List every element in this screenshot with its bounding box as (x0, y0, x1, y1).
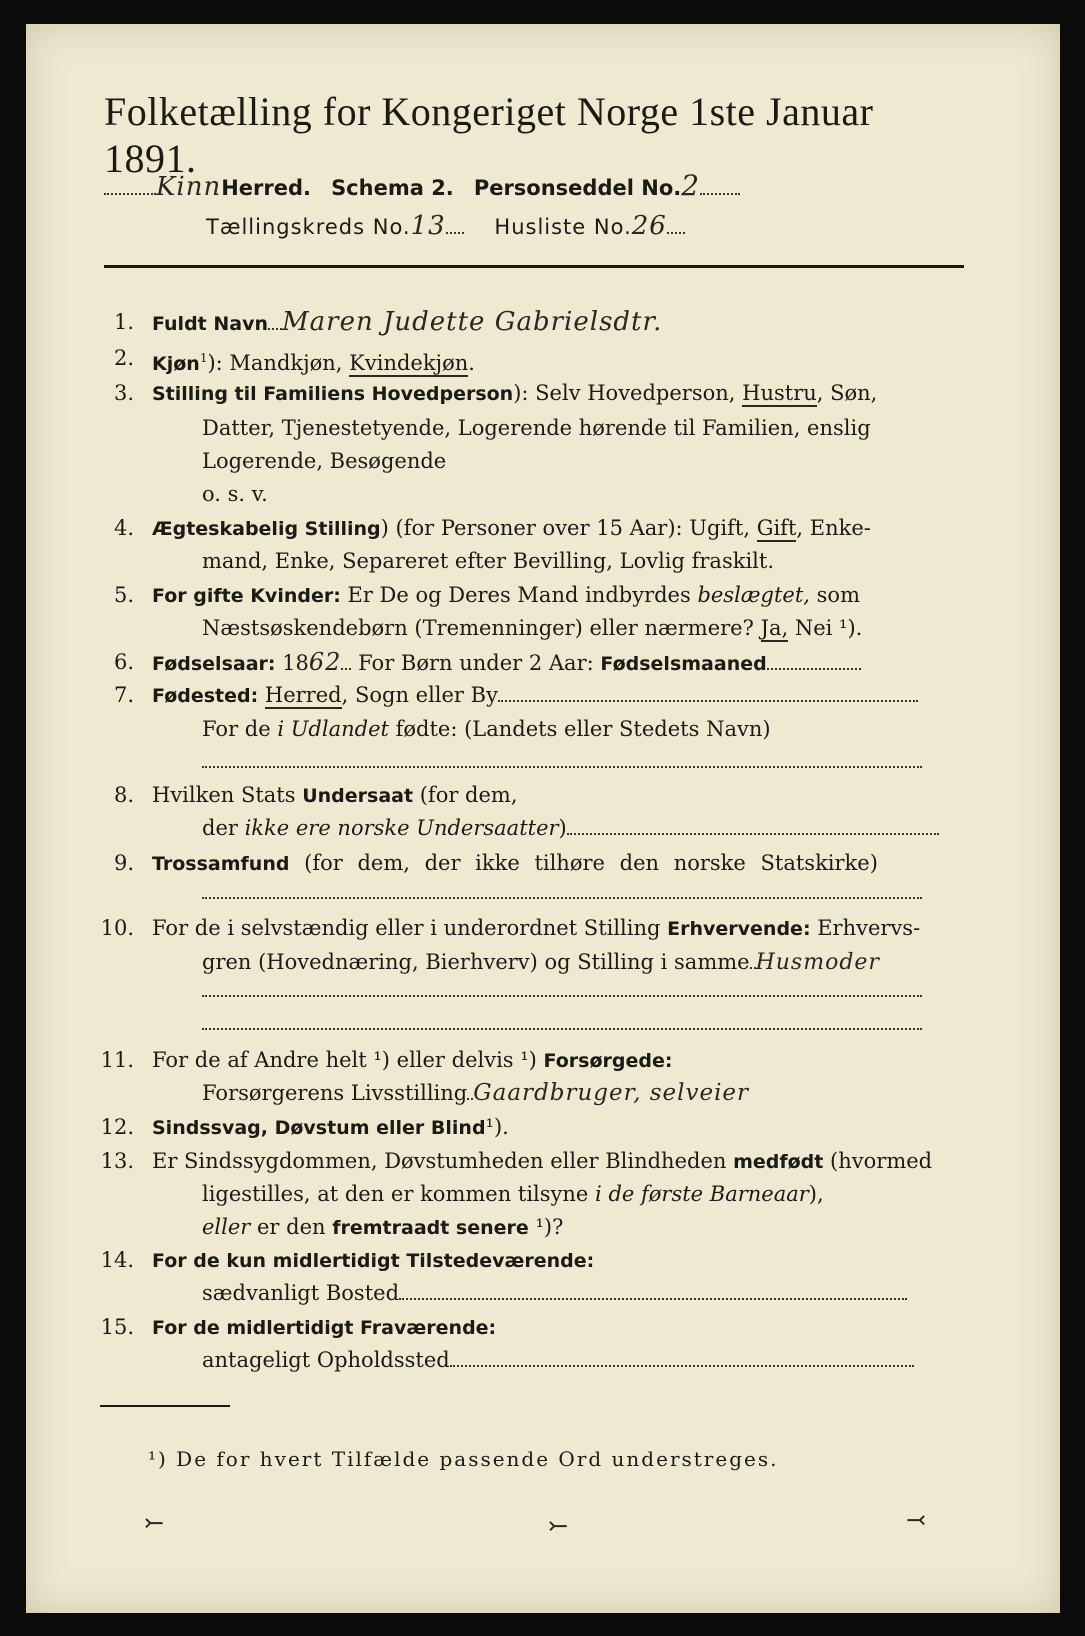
foreign-birth-text: Udlandet (290, 717, 389, 741)
family-position-selected: Hustru (742, 381, 817, 405)
sex-options-text: ): Mandkjøn, (207, 351, 350, 375)
personseddel-label: Personseddel No. (473, 176, 682, 200)
dotted-fill (667, 216, 685, 234)
birth-year-label: Fødselsaar: (152, 653, 276, 675)
dotted-fill (567, 817, 939, 835)
herred-value: Kinn (156, 172, 222, 202)
dotted-fill (446, 216, 464, 234)
sex-label: Kjøn (152, 353, 200, 375)
disability-origin-text: er den (250, 1215, 333, 1239)
provider-occupation-value: Gaardbruger, selveier (473, 1080, 750, 1106)
dotted-fill (700, 177, 740, 195)
birthplace-label: Fødested: (152, 685, 259, 707)
occupation-text: gren (Hovednæring, Bierhverv) og Stilling i samme (202, 950, 750, 974)
item-number: 3. (113, 381, 134, 405)
disability-origin-text: i de første Barneaar (595, 1182, 809, 1206)
footnote-ref: 1 (199, 351, 208, 365)
birthplace-text: , Sogn eller By (341, 683, 498, 707)
congenital-label: medfødt (733, 1151, 824, 1173)
kinship-question-text: Er De og Deres Mand indbyrdes (340, 583, 698, 607)
marital-status-label: Ægteskabelig Stilling (152, 518, 381, 540)
dependents-label: Forsørgede: (543, 1050, 673, 1072)
foreign-birth-text (284, 717, 291, 741)
form-title: Folketælling for Kongeriget Norge 1ste Januar 1891. (104, 89, 874, 181)
usual-residence-text: sædvanligt Bosted (202, 1281, 400, 1305)
family-position-text: Logerende, Besøgende (202, 449, 447, 473)
husliste-label: Husliste No. (494, 215, 632, 239)
dependents-text: For de af Andre helt ¹) eller delvis ¹) (152, 1048, 544, 1072)
later-onset-label: fremtraadt senere (332, 1217, 529, 1239)
occupation-label: Erhvervende: (667, 918, 811, 940)
disability-origin-text: (hvormed (823, 1149, 933, 1173)
disability-origin-text: Er Sindssygdommen, Døvstumheden eller Blindheden (152, 1149, 734, 1173)
provider-occupation-text: Forsørgerens Livsstilling (202, 1081, 468, 1105)
dotted-fill (268, 312, 282, 330)
foreign-birth-text: For de (202, 717, 278, 741)
husliste-value: 26 (631, 211, 667, 241)
dotted-fill (399, 1282, 907, 1300)
family-position-text: Datter, Tjenestetyende, Logerende hørende til Familien, enslig (202, 416, 871, 440)
full-name-label: Fuldt Navn (152, 313, 269, 335)
citizenship-text: (for dem, (413, 783, 518, 807)
citizenship-text: Hvilken Stats (152, 783, 303, 807)
temporary-absent-label: For de midlertidigt Fraværende: (152, 1317, 497, 1339)
dotted-fill (202, 881, 922, 899)
corner-mark-icon: ⤙ (906, 1506, 927, 1534)
family-position-label: Stilling til Familiens Hovedperson (152, 383, 514, 405)
kreds-label: Tællingskreds No. (206, 215, 411, 239)
footnote: ¹) De for hvert Tilfælde passende Ord understreges. (148, 1447, 779, 1471)
dotted-fill (767, 652, 861, 670)
birthplace-selected: Herred (264, 683, 342, 707)
dotted-fill (202, 750, 922, 768)
item-number: 12. (100, 1115, 134, 1139)
marital-status-text: mand, Enke, Separeret efter Bevilling, Lovlig fraskilt. (202, 549, 775, 573)
item-number: 9. (113, 851, 134, 875)
birth-month-text: For Børn under 2 Aar: (351, 651, 601, 675)
kinship-question-text: Nei ¹). (788, 616, 863, 640)
item-number: 5. (113, 583, 134, 607)
foreign-birth-text: i (277, 717, 285, 741)
kinship-question-text: Næstsøskendebørn (Tremenninger) eller nærmere? (202, 616, 761, 640)
center-mark-icon: ⤚ (548, 1512, 569, 1540)
full-name-value: Maren Judette Gabrielsdtr. (282, 307, 663, 337)
personseddel-value: 2 (681, 169, 701, 202)
header-rule (104, 265, 964, 268)
disability-origin-text: ¹)? (528, 1215, 564, 1239)
marital-status-selected: Gift (756, 516, 797, 540)
disability-label: Sindssvag, Døvstum eller Blind (152, 1117, 486, 1139)
religion-label: Trossamfund (152, 853, 290, 875)
item-number: 10. (100, 916, 134, 940)
disability-origin-text: eller (202, 1215, 251, 1239)
census-form-sheet (26, 24, 1060, 1613)
citizenship-text: ikke ere norske Undersaatter (244, 816, 559, 840)
item-number: 7. (113, 683, 134, 707)
item-number: 13. (100, 1149, 134, 1173)
item-number: 8. (113, 783, 134, 807)
disability-origin-text: ligestilles, at den er kommen tilsyne (202, 1182, 596, 1206)
dotted-fill (202, 1012, 922, 1030)
kinship-answer-selected: Ja, (760, 616, 789, 640)
married-women-label: For gifte Kvinder: (152, 585, 341, 607)
dotted-fill (498, 684, 918, 702)
foreign-birth-text: fødte: (Landets eller Stedets Navn) (388, 717, 771, 741)
kreds-value: 13 (410, 211, 446, 241)
disability-origin-text: ), (808, 1182, 824, 1206)
footnote-rule (100, 1405, 230, 1407)
dotted-fill (450, 1349, 914, 1367)
item-number: 6. (113, 650, 134, 674)
probable-residence-text: antageligt Opholdssted (202, 1348, 450, 1372)
citizenship-label: Undersaat (302, 785, 414, 807)
corner-mark-icon: ⤚ (144, 1509, 165, 1537)
sex-selected-option: Kvindekjøn (349, 351, 469, 375)
marital-status-text: , Enke- (796, 516, 871, 540)
family-position-text: o. s. v. (202, 482, 268, 506)
footnote-ref: ¹). (485, 1115, 509, 1139)
temporary-present-label: For de kun midlertidigt Tilstedeværende: (152, 1250, 595, 1272)
occupation-text: Erhvervs- (810, 916, 921, 940)
birth-month-label: Fødselsmaaned (600, 653, 767, 675)
item-number: 4. (113, 516, 134, 540)
occupation-text: For de i selvstændig eller i underordnet Stilling (152, 916, 668, 940)
dotted-fill (202, 979, 922, 997)
herred-label: Herred. (221, 176, 312, 200)
birth-year-prefix: 18 (275, 651, 309, 675)
citizenship-text: der (202, 816, 245, 840)
schema-label: Schema 2. (331, 176, 454, 200)
religion-text: (for dem, der ikke tilhøre den norske Statskirke) (289, 851, 878, 875)
marital-status-text: ) (for Personer over 15 Aar): Ugift, (380, 516, 757, 540)
punctuation: . (468, 351, 475, 375)
dotted-fill (341, 652, 351, 670)
birth-year-value: 62 (308, 648, 342, 676)
family-position-text: ): Selv Hovedperson, (513, 381, 743, 405)
kinship-question-text: beslægtet, (697, 583, 810, 607)
item-number: 2. (113, 346, 134, 370)
item-number: 1. (113, 310, 134, 334)
occupation-value: Husmoder (755, 950, 880, 975)
kinship-question-text: som (809, 583, 860, 607)
citizenship-text: ) (558, 816, 567, 840)
item-number: 11. (100, 1048, 134, 1072)
dotted-fill (104, 177, 156, 195)
item-number: 14. (100, 1248, 134, 1272)
item-number: 15. (100, 1315, 134, 1339)
family-position-text: , Søn, (816, 381, 878, 405)
